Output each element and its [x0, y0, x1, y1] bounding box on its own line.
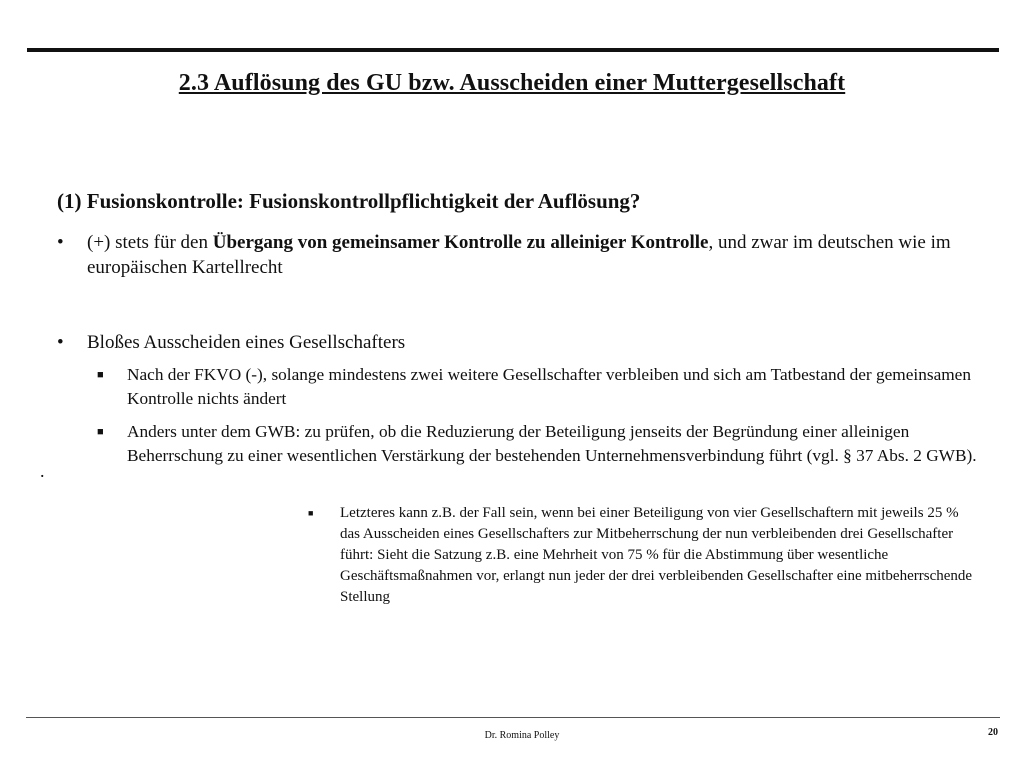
footer-author: Dr. Romina Polley — [484, 730, 560, 741]
bullet-text-plain: , und zwar im deutschen wie im europäischen Kartellrecht — [87, 232, 951, 278]
bullet-item — [57, 330, 977, 355]
bullet-text — [87, 230, 967, 280]
sub-bullet-item — [97, 420, 997, 468]
stray-dot: . — [40, 461, 45, 481]
sub-bullet-item — [97, 363, 997, 411]
slide-title: 2.3 Auflösung des GU bzw. Ausscheiden einer Muttergesellschaft — [178, 70, 846, 96]
bullet-text-plain: (+) stets für den — [87, 232, 213, 253]
square-bullet-icon: ■ — [97, 426, 104, 438]
bullet-item — [57, 230, 977, 280]
sub-sub-bullet-item — [308, 503, 988, 608]
sub-bullet-text: Nach der FKVO (-), solange mindestens zwei weitere Gesellschafter verbleiben und sich am Tatbestand der gemeinsamen Kontrolle nichts ändert — [127, 365, 971, 408]
bullet-text-bold: Übergang von gemeinsamer Kontrolle zu alleiniger Kontrolle — [212, 232, 709, 253]
section-heading: (1) Fusionskontrolle: Fusionskontrollpflichtigkeit der Auflösung? — [57, 189, 641, 213]
bullet-text: Bloßes Ausscheiden eines Gesellschafters — [87, 332, 406, 353]
footer-rule — [26, 717, 1000, 718]
sub-bullet-text: Anders unter dem GWB: zu prüfen, ob die Reduzierung der Beteiligung jenseits der Begründung einer alleinigen Beherrschung zu einer wesentlichen Verstärkung der bestehenden Unternehmensverbindung führt (vgl. § 37 Abs. 2 GWB). — [127, 422, 977, 465]
bullet-marker: • — [57, 232, 64, 253]
bullet-marker: • — [57, 332, 64, 353]
page-number: 20 — [988, 727, 998, 738]
square-bullet-icon: ■ — [97, 369, 104, 381]
square-bullet-icon: ■ — [308, 508, 314, 518]
top-rule — [27, 48, 999, 52]
sub-sub-bullet-text: Letzteres kann z.B. der Fall sein, wenn bei einer Beteiligung von vier Gesellschaftern mit jeweils 25 % das Ausscheiden eines Gesellschafters zur Mitbeherrschung der nun verbleibenden drei Gesellschafter führt: Sieht die Satzung z.B. eine Mehrheit von 75 % für die Abstimmung über wesentliche Geschäftsmaßnahmen vor, erlangt nun jeder der drei verbleibenden Gesellschafter eine mitbeherrschende Stellung — [340, 505, 973, 605]
